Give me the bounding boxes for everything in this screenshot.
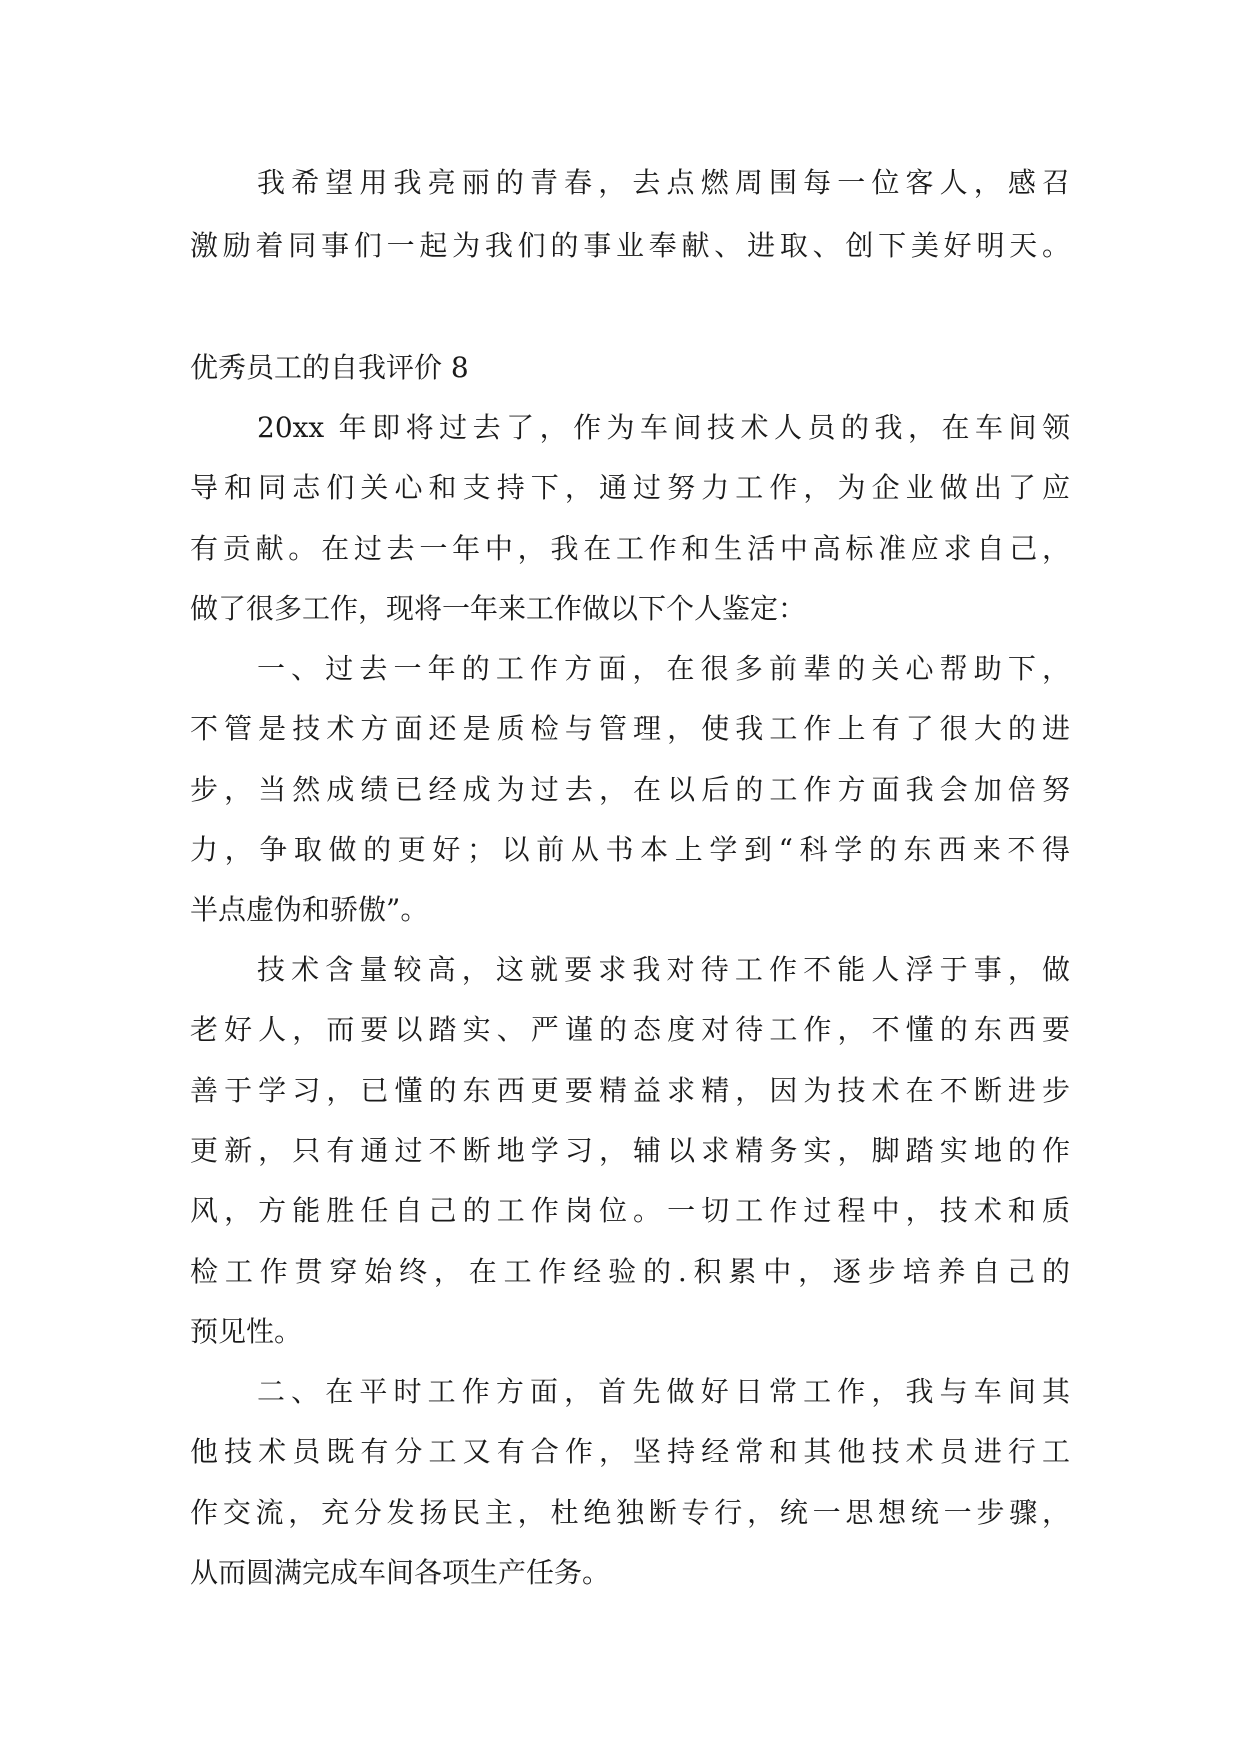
paragraph-line: 检工作贯穿始终，在工作经验的.积累中，逐步培养自己的 bbox=[190, 1255, 1070, 1288]
paragraph-line: 从而圆满完成车间各项生产任务。 bbox=[190, 1556, 611, 1589]
paragraph-line: 善于学习，已懂的东西更要精益求精，因为技术在不断进步 bbox=[190, 1074, 1070, 1107]
paragraph-line: 步，当然成绩已经成为过去，在以后的工作方面我会加倍努 bbox=[190, 773, 1070, 806]
paragraph-line: 我希望用我亮丽的青春，去点燃周围每一位客人，感召 bbox=[257, 166, 1070, 199]
paragraph-line: 力，争取做的更好；以前从书本上学到“科学的东西来不得 bbox=[190, 833, 1070, 866]
paragraph-line: 技术含量较高，这就要求我对待工作不能人浮于事，做 bbox=[257, 953, 1070, 986]
section-heading: 优秀员工的自我评价 8 bbox=[190, 351, 469, 384]
paragraph-line: 老好人，而要以踏实、严谨的态度对待工作，不懂的东西要 bbox=[190, 1013, 1070, 1046]
paragraph-line: 半点虚伪和骄傲”。 bbox=[190, 893, 429, 926]
paragraph-line: 一、过去一年的工作方面，在很多前辈的关心帮助下， bbox=[257, 652, 1070, 685]
paragraph-line: 激励着同事们一起为我们的事业奉献、进取、创下美好明天。 bbox=[190, 229, 1070, 262]
paragraph-line: 二、在平时工作方面，首先做好日常工作，我与车间其 bbox=[257, 1375, 1070, 1408]
paragraph-line: 更新，只有通过不断地学习，辅以求精务实，脚踏实地的作 bbox=[190, 1134, 1070, 1167]
paragraph-line: 20xx 年即将过去了，作为车间技术人员的我，在车间领 bbox=[257, 411, 1070, 444]
paragraph-line: 预见性。 bbox=[190, 1315, 303, 1348]
paragraph-line: 他技术员既有分工又有合作，坚持经常和其他技术员进行工 bbox=[190, 1435, 1070, 1468]
paragraph-line: 作交流，充分发扬民主，杜绝独断专行，统一思想统一步骤， bbox=[190, 1496, 1070, 1529]
paragraph-line: 不管是技术方面还是质检与管理，使我工作上有了很大的进 bbox=[190, 712, 1070, 745]
paragraph-line: 做了很多工作，现将一年来工作做以下个人鉴定： bbox=[190, 592, 807, 625]
paragraph-line: 有贡献。在过去一年中，我在工作和生活中高标准应求自己， bbox=[190, 532, 1070, 565]
paragraph-line: 风，方能胜任自己的工作岗位。一切工作过程中，技术和质 bbox=[190, 1194, 1070, 1227]
paragraph-line: 导和同志们关心和支持下，通过努力工作，为企业做出了应 bbox=[190, 471, 1070, 504]
